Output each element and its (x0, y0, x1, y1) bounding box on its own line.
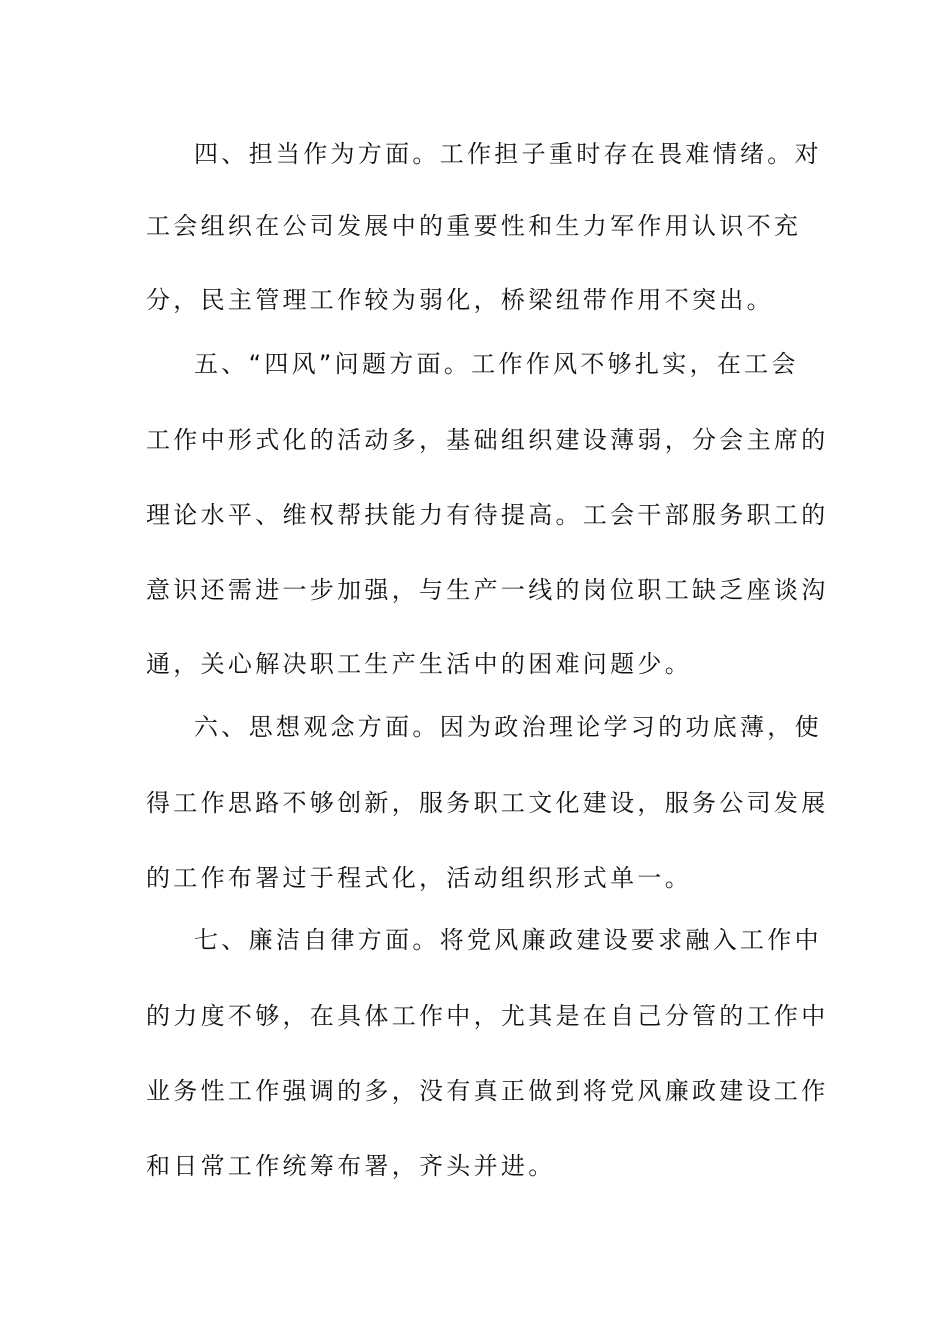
paragraph-6-line-2: 得工作思路不够创新，服务职工文化建设，服务公司发展 (146, 789, 829, 817)
paragraph-6-line-1: 六、思想观念方面。因为政治理论学习的功底薄，使 (194, 713, 822, 741)
paragraph-6-line-3: 的工作布署过于程式化，活动组织形式单一。 (146, 864, 692, 892)
paragraph-7-line-3: 业务性工作强调的多，没有真正做到将党风廉政建设工作 (146, 1077, 829, 1105)
paragraph-5-line-3: 理论水平、维权帮扶能力有待提高。工会干部服务职工的 (146, 501, 829, 529)
paragraph-4-line-1: 四、担当作为方面。工作担子重时存在畏难情绪。对 (194, 140, 822, 168)
paragraph-5-line-5: 通，关心解决职工生产生活中的困难问题少。 (146, 650, 692, 678)
paragraph-7-line-2: 的力度不够，在具体工作中，尤其是在自己分管的工作中 (146, 1002, 829, 1030)
paragraph-7-line-1: 七、廉洁自律方面。将党风廉政建设要求融入工作中 (194, 926, 822, 954)
paragraph-5-line-4: 意识还需进一步加强，与生产一线的岗位职工缺乏座谈沟 (146, 576, 829, 604)
paragraph-7-line-4: 和日常工作统筹布署，齐头并进。 (146, 1152, 556, 1180)
paragraph-4-line-3: 分，民主管理工作较为弱化，桥梁纽带作用不突出。 (146, 286, 774, 314)
paragraph-4-line-2: 工会组织在公司发展中的重要性和生力军作用认识不充 (146, 212, 802, 240)
paragraph-5-line-2: 工作中形式化的活动多，基础组织建设薄弱，分会主席的 (146, 426, 829, 454)
paragraph-5-line-1: 五、“四风”问题方面。工作作风不够扎实，在工会 (194, 350, 799, 378)
